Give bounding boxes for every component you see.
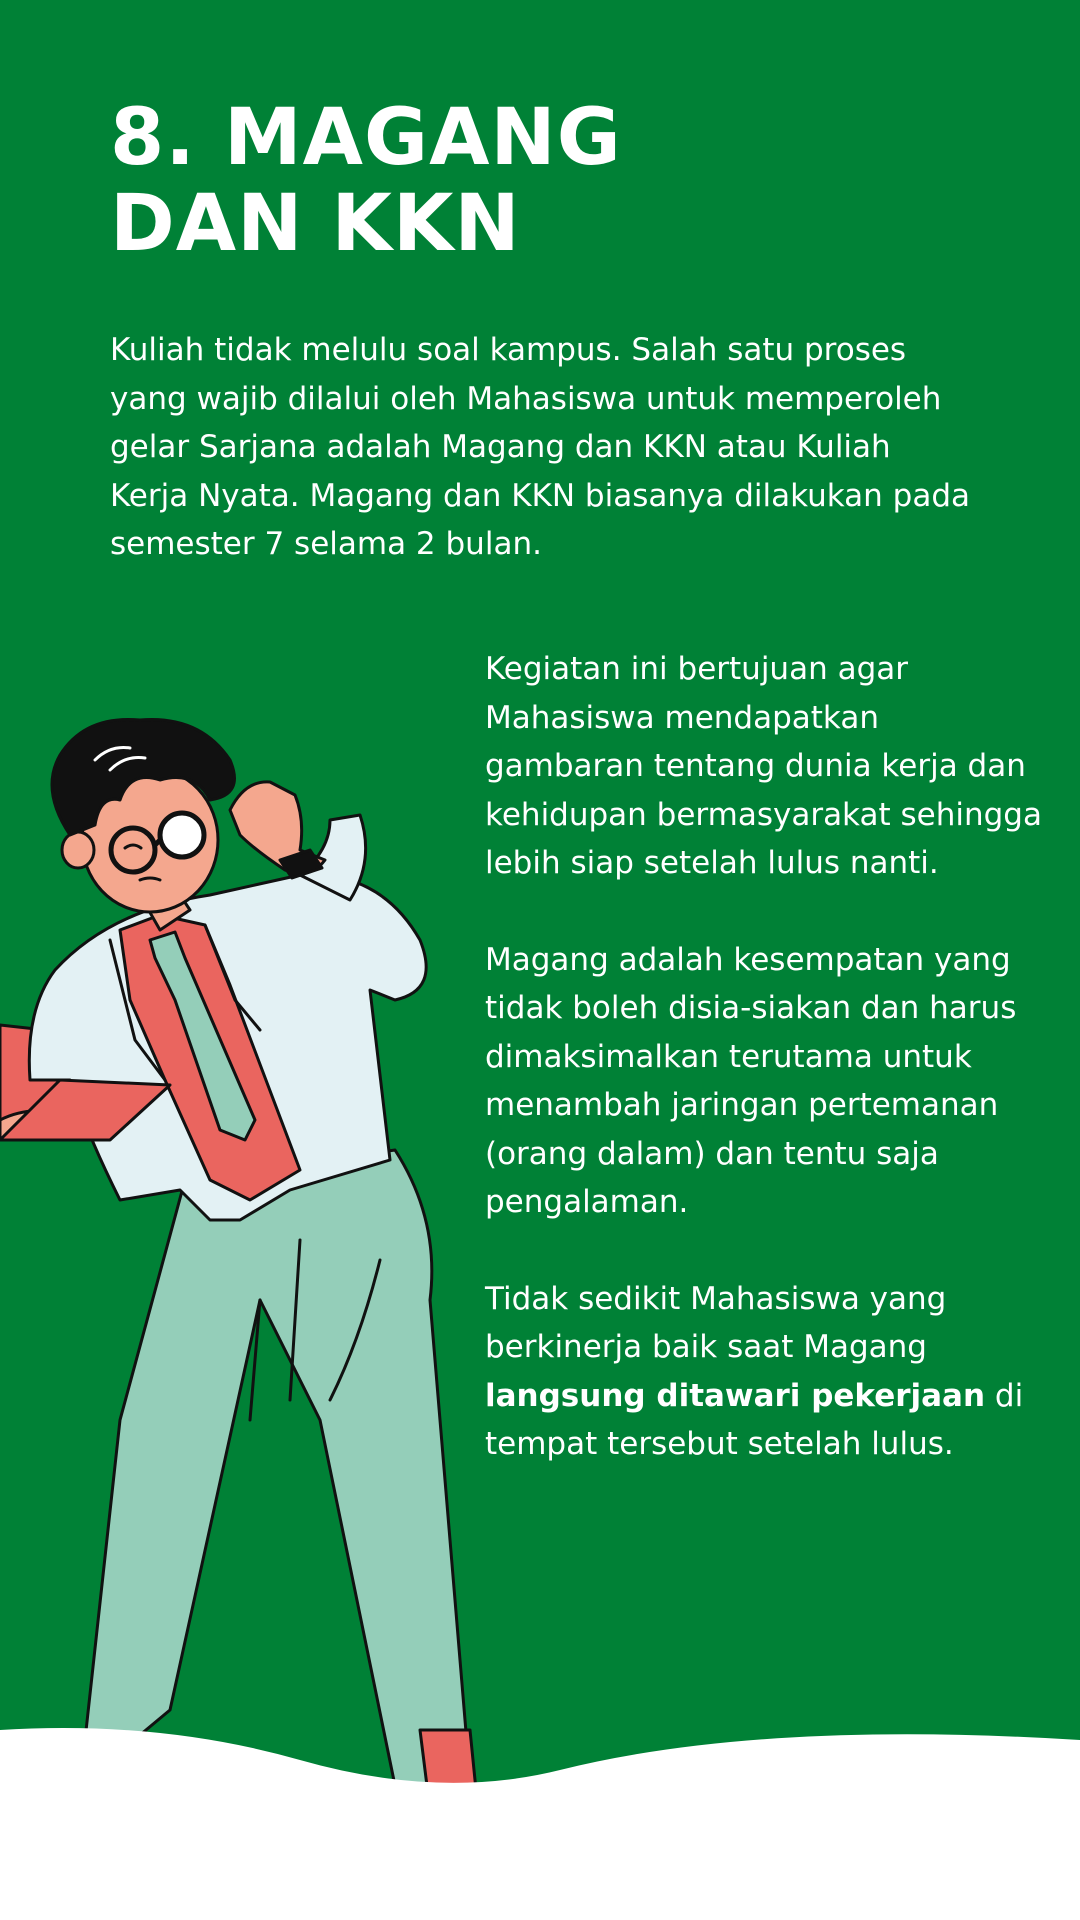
opportunity-paragraph: Magang adalah kesempatan yang tidak boleh disia-siakan dan harus dimaksimalkan terutama untuk menambah jaringan pertemanan (orang dalam) dan tentu saja pengalaman. (485, 941, 1017, 1220)
glasses-right (160, 813, 204, 857)
job-offer-paragraph (485, 1275, 1045, 1469)
job-offer-text-start: Tidak sedikit Mahasiswa yang berkinerja baik saat Magang (485, 1280, 947, 1365)
title-line-2: DAN KKN (110, 179, 521, 269)
job-offer-highlight: langsung ditawari pekerjaan (485, 1377, 986, 1414)
title-line-1: 8. MAGANG (110, 93, 622, 183)
intro-paragraph: Kuliah tidak melulu soal kampus. Salah satu proses yang wajib dilalui oleh Mahasiswa untuk memperoleh gelar Sarjana adalah Magang dan KKN atau Kuliah Kerja Nyata. Magang dan KKN biasanya dilakukan pada semester 7 selama 2 bulan. (110, 332, 971, 562)
page-title (110, 95, 622, 267)
job-offer-text-end: di tempat tersebut setelah lulus. (485, 1377, 1024, 1462)
purpose-paragraph: Kegiatan ini bertujuan agar Mahasiswa mendapatkan gambaran tentang dunia kerja dan kehidupan bermasyarakat sehingga lebih siap setelah lulus nanti. (485, 651, 1042, 881)
body-text-column (485, 645, 1045, 1517)
bottom-wave (0, 1700, 1080, 1920)
